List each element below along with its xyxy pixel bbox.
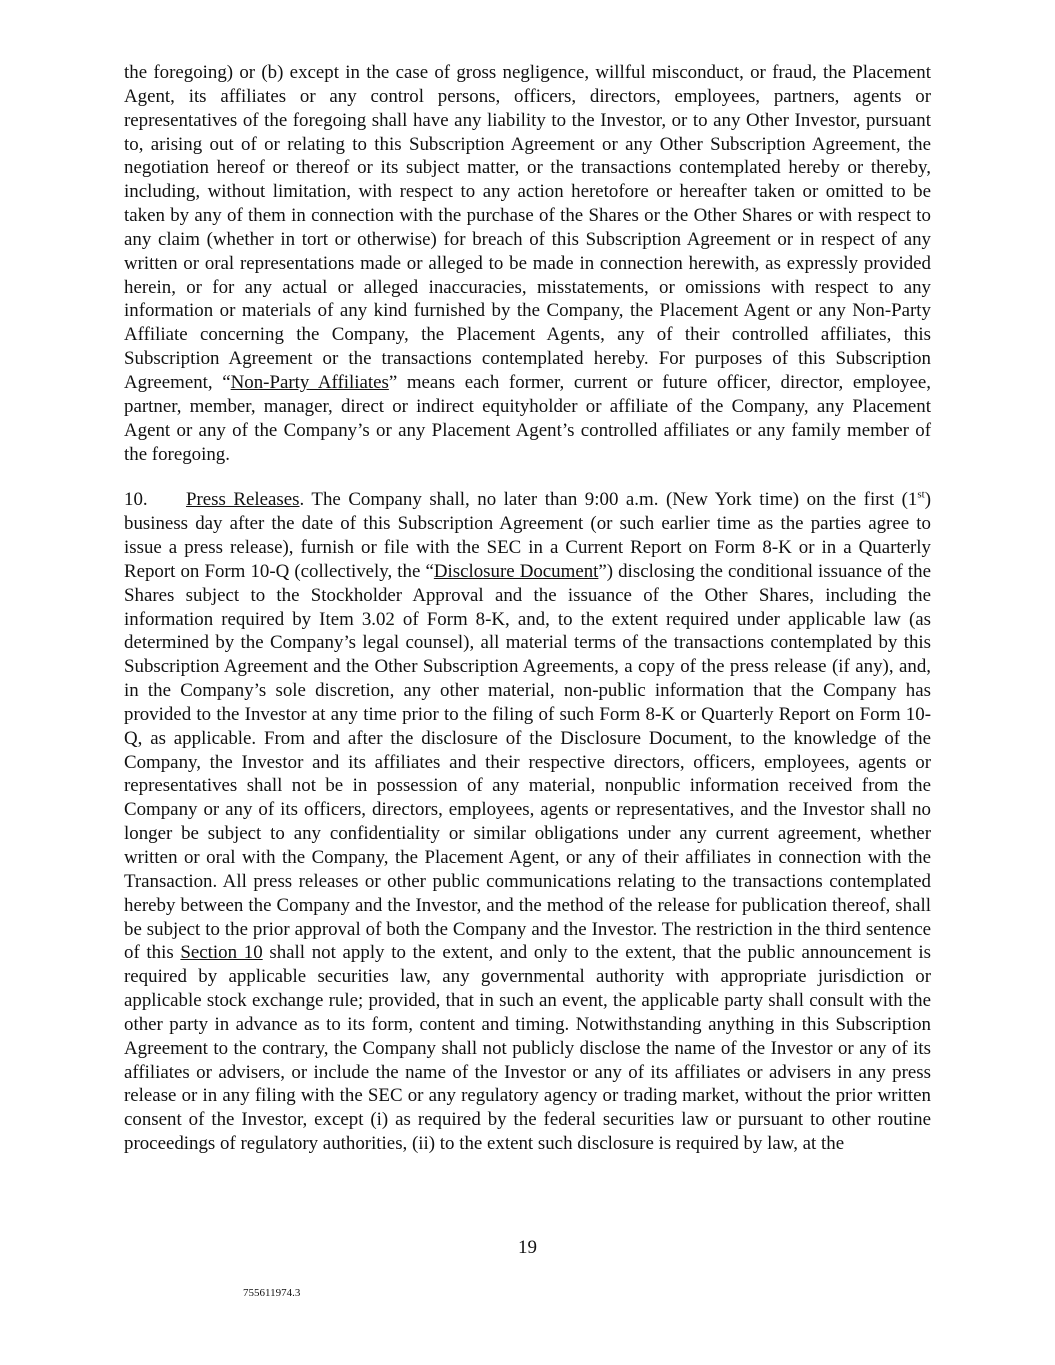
section-number: 10. (124, 489, 148, 511)
continued-paragraph-text-1: the foregoing) or (b) except in the case of gross negligence, willful misconduct, or fraud, the Placement Agent, its affiliates or any control persons, officers, directors, employees, partners, agents or representatives of the foregoing shall have any liability to the Investor, or to any Other Investor, pursuant to, arising out of or relating to this Subscription Agreement or any Other Subscription Agreement, the negotiation hereof or thereof or its subject matter, or the transactions contemplated hereby or thereby, including, without limitation, with respect to any action heretofore or hereafter taken or omitted to be taken by any of them in connection with the purchase of the Shares or the Other Shares or with respect to any claim (whether in tort or otherwise) for breach of this Subscription Agreement or in respect of any written or oral representations made or alleged to be made in connection herewith, as expressly provided herein, or for any actual or alleged inaccuracies, misstatements, or omissions with respect to any information or materials of any kind furnished by the Company, the Placement Agent or any Non-Party Affiliate concerning the Company, the Placement Agents, any of their controlled affiliates, this Subscription Agreement or the transactions contemplated hereby. For purposes of this Subscription Agreement, “ (124, 62, 931, 393)
section-heading: Press Releases (186, 489, 300, 511)
continued-paragraph-text-2: ” means each former, current or future officer, director, employee, partner, member, manager, direct or indirect equityholder or affiliate of the Company, any Placement Agent or any of the Company’s or any Placement Agent’s controlled affiliates or any family member of the foregoing. (124, 371, 931, 465)
section-10-paragraph (124, 488, 931, 1156)
page-number: 19 (518, 1237, 537, 1258)
continued-paragraph (124, 61, 931, 466)
section-cross-reference: Section 10 (180, 942, 263, 964)
document-body (124, 61, 931, 1156)
defined-term-disclosure-document: Disclosure Document (433, 560, 599, 582)
section-10-text-3: ”) disclosing the conditional issuance of the Shares subject to the Stockholder Approval and the issuance of the Other Shares, including the information required by Item 3.02 of Form 8-K, and, to the extent required under applicable law (as determined by the Company’s legal counsel), all material terms of the transactions contemplated by this Subscription Agreement and the Other Subscription Agreements, a copy of the press release (if any), and, in the Company’s sole discretion, any other material, non-public information that the Company has provided to the Investor at any time prior to the filing of such Form 8-K or Quarterly Report on Form 10-Q, as applicable. From and after the disclosure of the Disclosure Document, to the knowledge of the Company, the Investor and its affiliates and their respective directors, officers, employees, agents or representatives shall not be in possession of any material, nonpublic information received from the Company or any of its officers, directors, employees, agents or representatives, and the Investor shall no longer be subject to any confidentiality or similar obligations under any current agreement, whether written or oral with the Company, the Placement Agent, or any of their affiliates in connection with the Transaction. All press releases or other public communications relating to the transactions contemplated hereby between the Company and the Investor, and the method of the release for publication thereof, shall be subject to the prior approval of both the Company and the Investor. The restriction in the third sentence of this (124, 560, 931, 964)
section-10-text-2: ) business day after the date of this Subscription Agreement (or such earlier time as the parties agree to issue a press release), furnish or file with the SEC in a Current Report on Form 8-K or in a Quarterly Report on Form 10-Q (collectively, the “ (124, 489, 931, 582)
document-id: 755611974.3 (243, 1287, 301, 1299)
ordinal-superscript: st (917, 489, 925, 502)
section-10-text-1: . The Company shall, no later than 9:00 a.m. (New York time) on the first (1 (299, 489, 918, 511)
section-10-text-4: shall not apply to the extent, and only to the extent, that the public announcement is required by applicable securities law, any governmental authority with appropriate jurisdiction or applicable stock exchange rule; provided, that in such an event, the applicable party shall consult with the other party in advance as to its form, content and timing. Notwithstanding anything in this Subscription Agreement to the contrary, the Company shall not publicly disclose the name of the Investor or any of its affiliates or advisers, or include the name of the Investor or any of its affiliates or advisers in any press release or in any filing with the SEC or any regulatory agency or trading market, without the prior written consent of the Investor, except (i) as required by the federal securities law or pursuant to other routine proceedings of regulatory authorities, (ii) to the extent such disclosure is required by law, at the (124, 942, 931, 1155)
defined-term-non-party-affiliates: Non-Party Affiliates (230, 371, 389, 393)
